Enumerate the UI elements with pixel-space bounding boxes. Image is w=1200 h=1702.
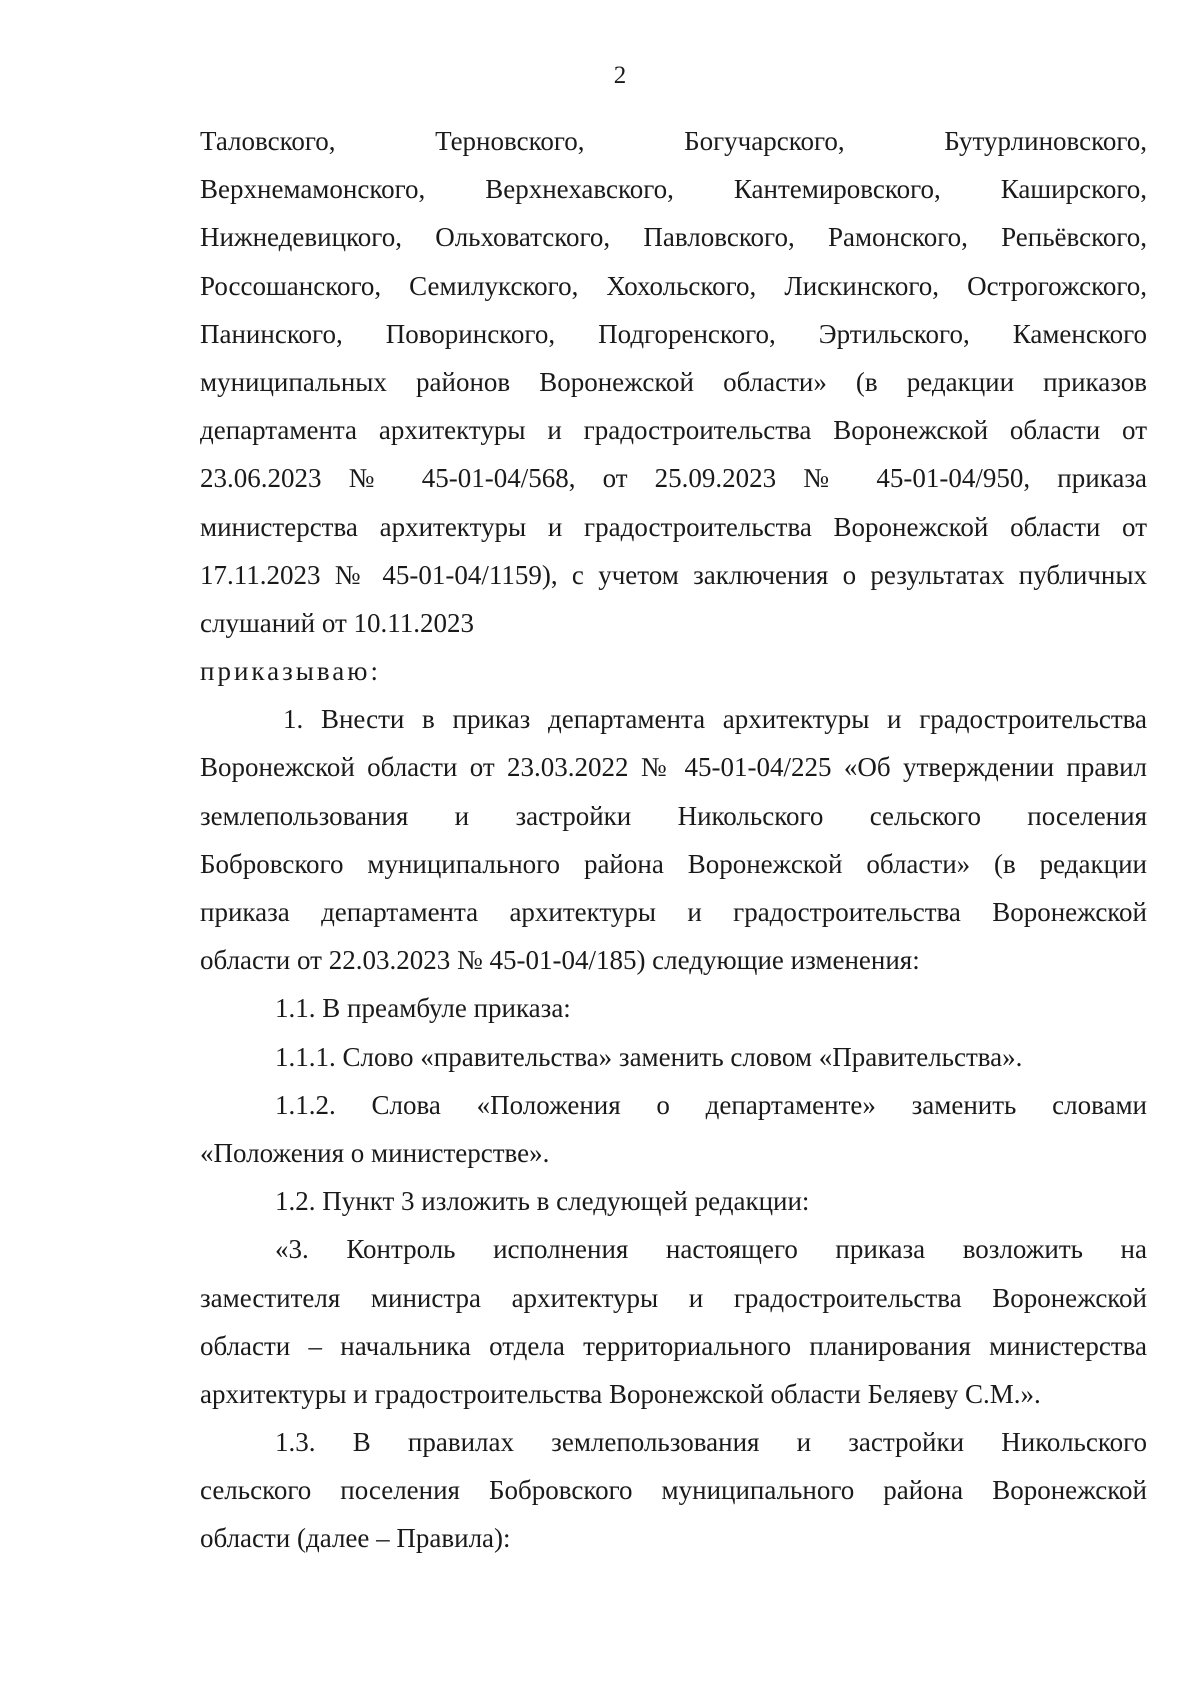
- text-line: 1.1. В преамбуле приказа:: [275, 993, 571, 1024]
- text-line: Верхнемамонского, Верхнехавского, Кантемировского, Каширского,: [200, 174, 1147, 205]
- text-line: Панинского, Поворинского, Подгоренского, Эртильского, Каменского: [200, 318, 1147, 349]
- text-line: 23.06.2023 № 45-01-04/568, от 25.09.2023 № 45-01-04/950, приказа: [200, 463, 1147, 494]
- text-line: Таловского, Терновского, Богучарского, Бутурлиновского,: [200, 126, 1147, 156]
- text-line: архитектуры и градостроительства Воронежской области Беляеву С.М.».: [200, 1378, 1041, 1409]
- text-line: 1.3. В правилах землепользования и застройки Никольского: [275, 1427, 1147, 1458]
- document-body: [200, 117, 1147, 1563]
- page-number: 2: [613, 62, 627, 89]
- text-line: министерства архитектуры и градостроительства Воронежской области от: [200, 511, 1147, 542]
- text-line: слушаний от 10.11.2023: [200, 607, 475, 638]
- text-line: области – начальника отдела территориального планирования министерства: [200, 1330, 1147, 1361]
- text-line: 17.11.2023 № 45-01-04/1159), с учетом заключения о результатах публичных: [200, 559, 1147, 590]
- text-line: приказа департамента архитектуры и градостроительства Воронежской: [200, 897, 1147, 927]
- text-line: Нижнедевицкого, Ольховатского, Павловского, Рамонского, Репьёвского,: [200, 222, 1147, 253]
- text-line: приказываю:: [200, 656, 381, 687]
- text-line: области от 22.03.2023 № 45-01-04/185) следующие изменения:: [200, 945, 920, 976]
- text-line: Россошанского, Семилукского, Хохольского, Лискинского, Острогожского,: [200, 270, 1147, 301]
- text-line: области (далее – Правила):: [200, 1523, 511, 1554]
- text-line: 1.2. Пункт 3 изложить в следующей редакции:: [275, 1186, 810, 1217]
- text-line: 1.1.1. Слово «правительства» заменить словом «Правительства».: [275, 1041, 1023, 1072]
- text-line: 1.1.2. Слова «Положения о департаменте» заменить словами: [275, 1089, 1147, 1120]
- text-line: департамента архитектуры и градостроительства Воронежской области от: [200, 415, 1147, 446]
- text-line: Воронежской области от 23.03.2022 № 45-01-04/225 «Об утверждении правил: [200, 752, 1147, 783]
- text-line: 1. Внести в приказ департамента архитектуры и градостроительства: [283, 704, 1147, 735]
- text-line: сельского поселения Бобровского муниципального района Воронежской: [200, 1475, 1147, 1506]
- text-line: заместителя министра архитектуры и градостроительства Воронежской: [200, 1282, 1147, 1313]
- text-line: «3. Контроль исполнения настоящего приказа возложить на: [275, 1234, 1147, 1265]
- text-line: землепользования и застройки Никольского сельского поселения: [200, 800, 1147, 831]
- text-line: Бобровского муниципального района Воронежской области» (в редакции: [200, 848, 1147, 879]
- text-line: муниципальных районов Воронежской области» (в редакции приказов: [200, 366, 1147, 397]
- text-line: «Положения о министерстве».: [200, 1137, 550, 1168]
